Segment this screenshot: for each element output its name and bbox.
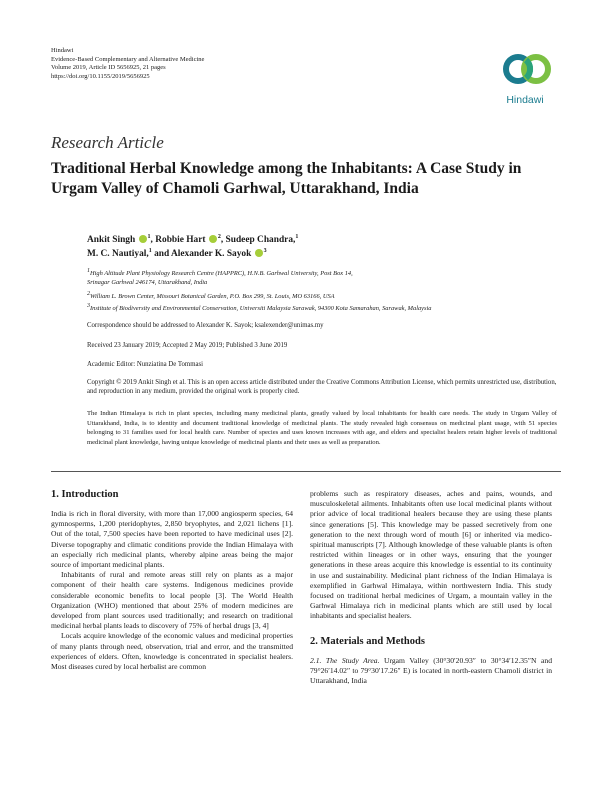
orcid-icon[interactable] (209, 235, 217, 243)
section-heading: 2. Materials and Methods (310, 635, 425, 647)
affiliation-marker: 1 (295, 233, 299, 240)
academic-editor: Academic Editor: Nunziatina De Tommasi (87, 361, 204, 368)
affiliation-number: 3 (87, 302, 90, 309)
affiliation-text: Institute of Biodiversity and Environmental Conservation, Universiti Malaysia Sarawak, 94300 Kota Samarahan, Sarawak, Malaysia (90, 305, 432, 312)
journal-meta (51, 47, 204, 81)
publisher-name: Hindawi (51, 47, 74, 54)
affiliation-text: High Altitude Plant Physiology Research Centre (HAPPRC), H.N.B. Garhwal University, Post Box 14, (90, 270, 353, 277)
right-column (310, 489, 552, 686)
paragraph: Inhabitants of rural and remote areas still rely on plants as a major component of their health care systems. Indigenous medicines provide considerable economic benefits to local people [3]. The World Health Organization (WHO) mentioned that about 25% of modern medicines are developed from plant sources used traditionally; and research on traditional medicinal herbal plants leads to discovery of 75% of herbal drugs [3, 4] (51, 570, 293, 631)
author-name[interactable]: Ankit Singh (87, 235, 136, 245)
author-list: Ankit Singh $^1$, Robbie Hart $^2$, Sudeep Chandra,$^1$ M. C. Nautiyal,$^1$ and Alexander K. Sayok $^3$ (87, 233, 299, 259)
divider (51, 471, 561, 472)
section-heading: 1. Introduction (51, 489, 119, 500)
affiliation-marker: 1 (147, 233, 151, 240)
paragraph: Locals acquire knowledge of the economic values and medicinal properties of many plants through need, observation, trial and error, and the transmitted experiences of elders. Often, knowledge is concentrated in specialist healers. Most diseases cured by local herbalist are common (51, 631, 293, 672)
author-name[interactable]: and Alexander K. Sayok (154, 249, 252, 259)
correspondence: Correspondence should be addressed to Alexander K. Sayok; ksalexender@unimas.my (87, 322, 324, 329)
affiliation-3 (87, 304, 557, 313)
paper-title: Traditional Herbal Knowledge among the Inhabitants: A Case Study in Urgam Valley of Chamoli Garhwal, Uttarakhand, India (51, 160, 522, 197)
doi-link[interactable]: https://doi.org/10.1155/2019/5656925 (51, 72, 150, 80)
abstract: The Indian Himalaya is rich in plant species, including many medicinal plants, greatly valued by local inhabitants for health care needs. The study in Urgam Valley of Uttarakhand, India, is to identity and document traditional knowledge of medicinal plants. The study revealed high consensus on medicinal plant usage, with 51 species belonging to 31 families used for local health care. Number of species and uses known increases with age, and elders and specialist healers retain higher levels of traditional medicinal plant knowledge, having unique knowledge of medicinal plants and their uses as well as preparation. (87, 410, 557, 447)
affiliation-1 (87, 269, 557, 287)
subsection-heading: 2.1. The Study Area. (310, 655, 380, 665)
article-type: Research Article (51, 133, 164, 152)
affiliation-text: Srinagar Garhwal 246174, Uttarakhand, India (87, 279, 208, 286)
journal-name: Evidence-Based Complementary and Alternative Medicine (51, 55, 205, 63)
affiliation-text: William L. Brown Center, Missouri Botanical Garden, P.O. Box 299, St. Louis, MO 63166, USA (90, 293, 335, 300)
author-name[interactable]: Sudeep Chandra, (225, 235, 296, 245)
paragraph: India is rich in floral diversity, with more than 17,000 angiosperm species, 64 gymnosperms, 1,200 pteridophytes, 2,850 bryophytes, and 2,021 lichens [1]. Out of the total, 7,500 species have been reported to have medicinal uses [2]. Diverse topography and climatic conditions provide the Indian Himalaya with an especially rich medicinal plants, whereby alpine areas being the major source of important medicinal plants. (51, 509, 293, 570)
orcid-icon[interactable] (255, 249, 263, 257)
paragraph: Urgam Valley (30°30′20.93″ to 30°34′12.35″N and 79°26′14.02″ to 79°30′17.26″ E) is located in north-eastern Chamoli district in Uttarakhand, India (310, 655, 552, 686)
author-name[interactable]: Robbie Hart (155, 235, 206, 245)
affiliation-number: 1 (87, 267, 90, 274)
copyright-notice: Copyright © 2019 Ankit Singh et al. This is an open access article distributed under the Creative Commons Attribution License, which permits unrestricted use, distribution, and reproduction in any medium, provided the original work is properly cited. (87, 379, 557, 396)
affiliation-marker: 2 (217, 233, 221, 240)
logo-wordmark: Hindawi (506, 94, 544, 106)
publication-dates: Received 23 January 2019; Accepted 2 May 2019; Published 3 June 2019 (87, 342, 288, 349)
affiliation-number: 2 (87, 290, 90, 297)
paragraph: problems such as respiratory diseases, aches and pains, wounds, and musculoskeletal ailments. Inhabitants often use local medicinal plants without prior advice of local traditional healers because they are using these plants since generations [5]. This knowledge may be passed secretively from one generation to the next through word of mouth [6] or inherited via medico-spiritual manuscripts [7]. Although knowledge of these valuable plants is often restricted within lineages or in other ways, ensuring that the younger generations in these areas acquire this knowledge is essential to its continuity in use and sustainability. Medicinal plant richness of the Indian Himalaya is exemplified in Garhwal Himalaya, within northwestern India. This study focused on traditional herbal medicines of Urgam, a mountain valley in the Garhwal Himalaya rich in medicinal plants which are still used by local inhabitants and specialist healers. (310, 489, 552, 621)
volume-info: Volume 2019, Article ID 5656925, 21 pages (51, 64, 166, 72)
author-name[interactable]: M. C. Nautiyal, (87, 249, 149, 259)
affiliation-marker: 3 (263, 247, 267, 254)
affiliation-2 (87, 292, 557, 301)
orcid-icon[interactable] (139, 235, 147, 243)
affiliation-marker: 1 (148, 247, 152, 254)
left-column (51, 489, 293, 672)
